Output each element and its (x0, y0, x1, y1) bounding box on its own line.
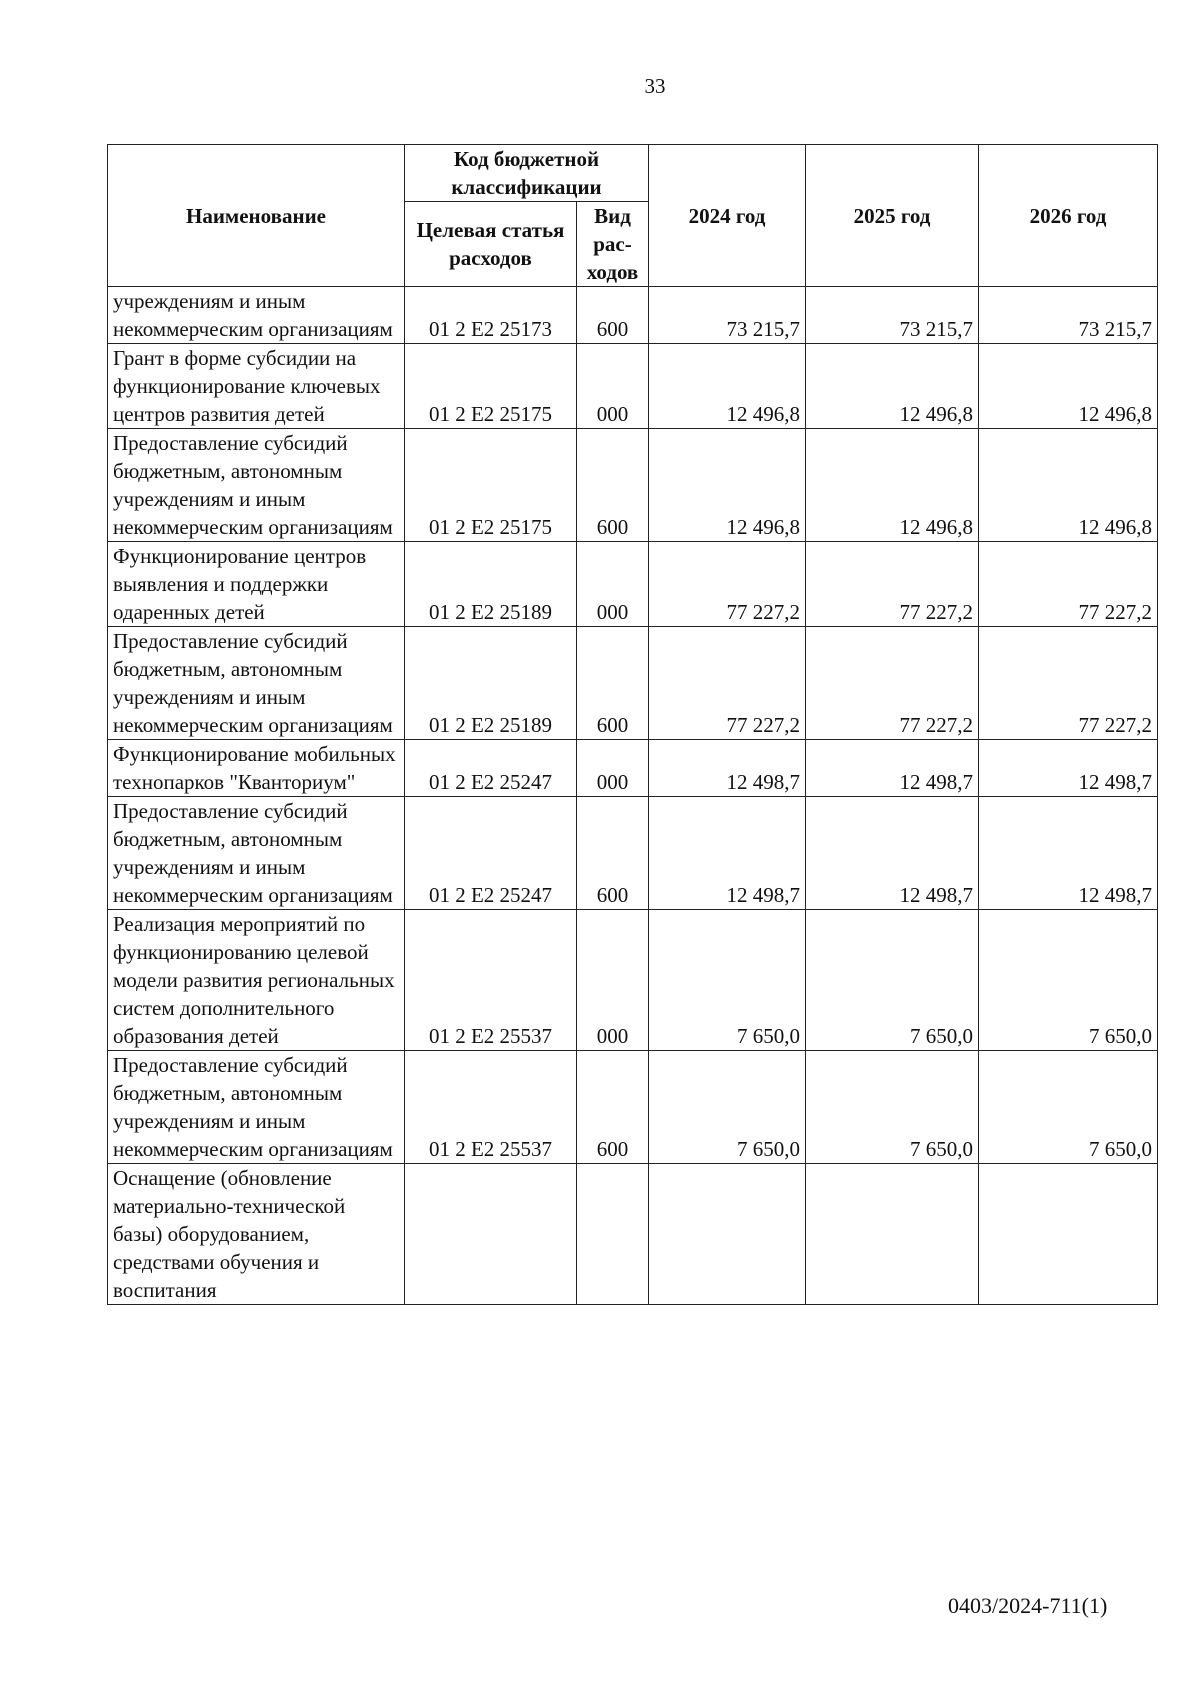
amount-2026-cell: 7 650,0 (979, 910, 1158, 1051)
expense-type-cell: 600 (577, 797, 649, 910)
table-row (108, 1164, 1158, 1305)
amount-2026-cell: 7 650,0 (979, 1051, 1158, 1164)
amount-2024-cell: 7 650,0 (649, 1051, 806, 1164)
amount-2025-cell: 73 215,7 (806, 287, 979, 344)
amount-2025-cell: 12 498,7 (806, 740, 979, 797)
target-item-code-cell: 01 2 Е2 25537 (405, 910, 577, 1051)
row-name-cell: Предоставление субсидий бюджетным, автономным учреждениям и иным некоммерческим организациям (108, 429, 405, 542)
amount-2024-cell: 7 650,0 (649, 910, 806, 1051)
header-row-top (108, 145, 1158, 202)
expense-type-cell: 000 (577, 740, 649, 797)
amount-2025-cell (806, 1164, 979, 1305)
expense-type-cell: 000 (577, 542, 649, 627)
amount-2024-cell: 12 498,7 (649, 797, 806, 910)
amount-2026-cell: 12 498,7 (979, 797, 1158, 910)
target-item-code-cell: 01 2 Е2 25173 (405, 287, 577, 344)
row-name-cell: Оснащение (обновление материально-технической базы) оборудованием, средствами обучения и воспитания (108, 1164, 405, 1305)
amount-2026-cell: 73 215,7 (979, 287, 1158, 344)
expense-type-cell: 600 (577, 1051, 649, 1164)
row-name-cell: Предоставление субсидий бюджетным, автономным учреждениям и иным некоммерческим организациям (108, 627, 405, 740)
amount-2024-cell: 12 498,7 (649, 740, 806, 797)
amount-2026-cell: 77 227,2 (979, 627, 1158, 740)
row-name-cell: Функционирование центров выявления и поддержки одаренных детей (108, 542, 405, 627)
amount-2024-cell: 77 227,2 (649, 542, 806, 627)
amount-2026-cell (979, 1164, 1158, 1305)
table-row (108, 1051, 1158, 1164)
target-item-code-cell: 01 2 Е2 25189 (405, 542, 577, 627)
amount-2024-cell: 12 496,8 (649, 344, 806, 429)
table-row (108, 542, 1158, 627)
table-row (108, 429, 1158, 542)
expense-type-cell (577, 1164, 649, 1305)
header-target-item: Целевая статья расходов (405, 202, 577, 287)
amount-2025-cell: 77 227,2 (806, 542, 979, 627)
amount-2024-cell: 77 227,2 (649, 627, 806, 740)
row-name-cell: Предоставление субсидий бюджетным, автономным учреждениям и иным некоммерческим организациям (108, 797, 405, 910)
table-body (108, 287, 1158, 1305)
target-item-code-cell: 01 2 Е2 25537 (405, 1051, 577, 1164)
header-year-2026: 2026 год (979, 145, 1158, 287)
table-row (108, 910, 1158, 1051)
amount-2025-cell: 77 227,2 (806, 627, 979, 740)
expense-type-cell: 600 (577, 429, 649, 542)
header-budget-code: Код бюджетной классификации (405, 145, 649, 202)
table-row (108, 287, 1158, 344)
expense-type-cell: 000 (577, 344, 649, 429)
expense-type-cell: 600 (577, 287, 649, 344)
row-name-cell: Грант в форме субсидии на функционирование ключевых центров развития детей (108, 344, 405, 429)
row-name-cell: Функционирование мобильных технопарков "Кванториум" (108, 740, 405, 797)
row-name-cell: учреждениям и иным некоммерческим организациям (108, 287, 405, 344)
amount-2026-cell: 77 227,2 (979, 542, 1158, 627)
expense-type-cell: 600 (577, 627, 649, 740)
table-row (108, 740, 1158, 797)
amount-2026-cell: 12 498,7 (979, 740, 1158, 797)
amount-2026-cell: 12 496,8 (979, 429, 1158, 542)
target-item-code-cell: 01 2 Е2 25189 (405, 627, 577, 740)
header-year-2024: 2024 год (649, 145, 806, 287)
header-year-2025: 2025 год (806, 145, 979, 287)
table-row (108, 344, 1158, 429)
amount-2025-cell: 7 650,0 (806, 1051, 979, 1164)
amount-2025-cell: 12 496,8 (806, 429, 979, 542)
row-name-cell: Реализация мероприятий по функционированию целевой модели развития региональных систем дополнительного образования детей (108, 910, 405, 1051)
amount-2025-cell: 12 496,8 (806, 344, 979, 429)
table-row (108, 627, 1158, 740)
amount-2026-cell: 12 496,8 (979, 344, 1158, 429)
amount-2024-cell (649, 1164, 806, 1305)
budget-table (107, 144, 1158, 1305)
page-number: 33 (644, 74, 666, 98)
row-name-cell: Предоставление субсидий бюджетным, автономным учреждениям и иным некоммерческим организациям (108, 1051, 405, 1164)
target-item-code-cell: 01 2 Е2 25175 (405, 344, 577, 429)
target-item-code-cell: 01 2 Е2 25247 (405, 797, 577, 910)
amount-2025-cell: 7 650,0 (806, 910, 979, 1051)
amount-2024-cell: 73 215,7 (649, 287, 806, 344)
amount-2025-cell: 12 498,7 (806, 797, 979, 910)
document-number: 0403/2024-711(1) (948, 1593, 1108, 1618)
table-row (108, 797, 1158, 910)
expense-type-cell: 000 (577, 910, 649, 1051)
target-item-code-cell: 01 2 Е2 25175 (405, 429, 577, 542)
header-name: Наименование (108, 145, 405, 287)
target-item-code-cell: 01 2 Е2 25247 (405, 740, 577, 797)
amount-2024-cell: 12 496,8 (649, 429, 806, 542)
header-expense-type: Вид рас-ходов (577, 202, 649, 287)
target-item-code-cell (405, 1164, 577, 1305)
